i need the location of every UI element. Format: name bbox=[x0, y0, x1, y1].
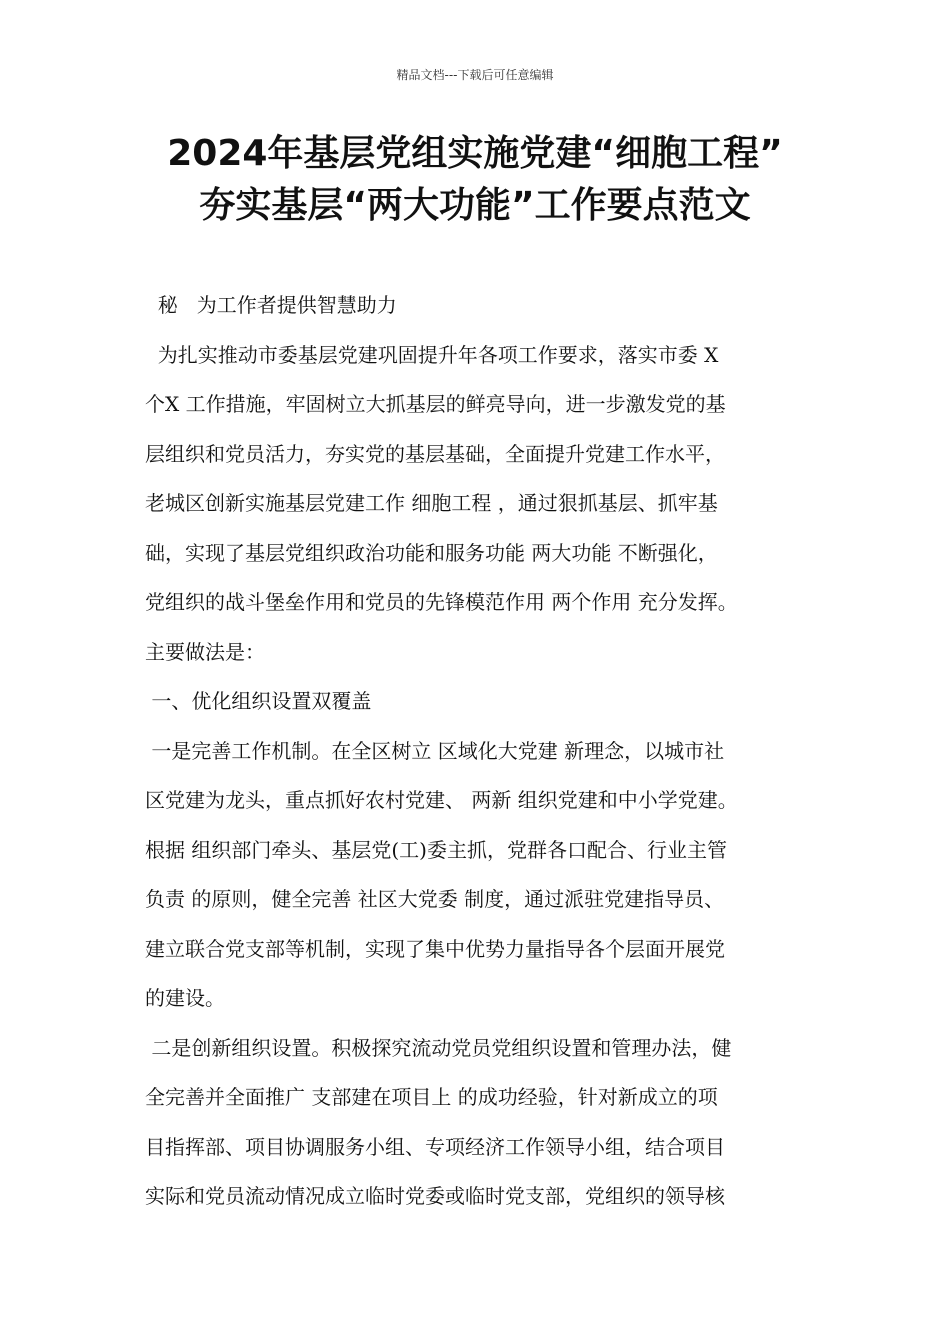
body-line: 全完善并全面推广 支部建在项目上 的成功经验，针对新成立的项 bbox=[145, 1085, 718, 1109]
body-line: 主要做法是： bbox=[145, 639, 265, 664]
body-line: 根据 组织部门牵头、基层党(工)委主抓，党群各口配合、行业主管 bbox=[145, 837, 727, 862]
body-line: 老城区创新实施基层党建工作 细胞工程 ，通过狠抓基层、抓牢基 bbox=[145, 491, 718, 515]
body-line: 的建设。 bbox=[145, 986, 225, 1010]
title-line-1: 2024年基层党组实施党建“细胞工程” bbox=[167, 133, 783, 174]
body-line: 秘 为工作者提供智慧助力 bbox=[145, 293, 397, 317]
body-line: 础，实现了基层党组织政治功能和服务功能 两大功能 不断强化， bbox=[145, 540, 718, 565]
body-line: 目指挥部、项目协调服务小组、专项经济工作领导小组，结合项目 bbox=[145, 1134, 725, 1159]
body-line: 区党建为龙头，重点抓好农村党建、 两新 组织党建和中小学党建。 bbox=[145, 788, 738, 812]
title-line-2: 夯实基层“两大功能”工作要点范文 bbox=[199, 185, 751, 226]
body-line: 二是创新组织设置。积极探究流动党员党组织设置和管理办法，健 bbox=[145, 1035, 732, 1060]
section-heading: 一、优化组织设置双覆盖 bbox=[145, 689, 372, 713]
body-line: 一是完善工作机制。在全区树立 区域化大党建 新理念，以城市社 bbox=[145, 738, 725, 763]
document-body bbox=[145, 281, 825, 1222]
body-line: 个X 工作措施，牢固树立大抓基层的鲜亮导向，进一步激发党的基 bbox=[145, 392, 726, 416]
body-line: 党组织的战斗堡垒作用和党员的先锋模范作用 两个作用 充分发挥。 bbox=[145, 590, 738, 614]
body-line: 层组织和党员活力，夯实党的基层基础，全面提升党建工作水平， bbox=[145, 441, 725, 466]
body-line: 实际和党员流动情况成立临时党委或临时党支部，党组织的领导核 bbox=[145, 1184, 725, 1208]
body-line: 为扎实推动市委基层党建巩固提升年各项工作要求，落实市委 X bbox=[145, 342, 719, 367]
body-line: 负责 的原则，健全完善 社区大党委 制度，通过派驻党建指导员、 bbox=[145, 887, 725, 911]
document-title bbox=[100, 128, 850, 232]
header-note: 精品文档---下载后可任意编辑 bbox=[396, 68, 554, 82]
body-line: 建立联合党支部等机制，实现了集中优势力量指导各个层面开展党 bbox=[145, 936, 725, 961]
